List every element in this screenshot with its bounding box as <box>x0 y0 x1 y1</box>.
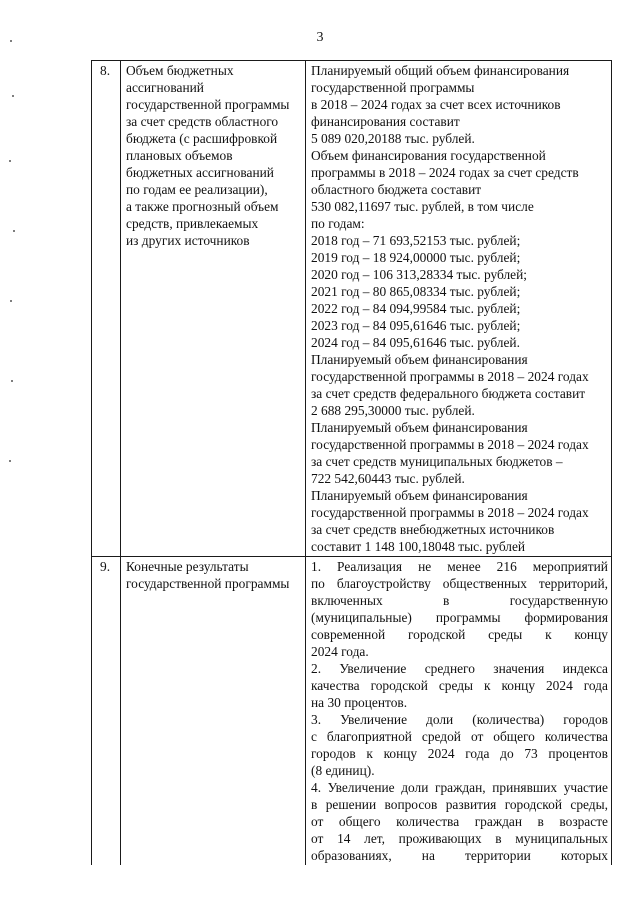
text-line: финансирования составит <box>311 114 460 129</box>
word: процентов <box>548 746 608 761</box>
scan-speck <box>11 380 13 382</box>
text-line: 2022 год – 84 094,99584 тыс. рублей; <box>311 301 521 316</box>
justified-line <box>311 609 608 626</box>
text-line: 5 089 020,20188 тыс. рублей. <box>311 131 475 146</box>
word: развития <box>445 797 497 812</box>
word: 3. <box>311 712 322 727</box>
scan-speck <box>12 95 14 97</box>
word: общего <box>493 729 535 744</box>
text-line: ассигнований <box>126 80 204 95</box>
word: доли <box>401 780 429 795</box>
text-line: за счет средств федерального бюджета составит <box>311 386 586 401</box>
text-line: плановых объемов <box>126 148 233 163</box>
text-line: 2024 год – 84 095,61646 тыс. рублей. <box>311 335 520 350</box>
word: городов <box>311 746 356 761</box>
scan-speck <box>13 230 15 232</box>
word: среднего <box>424 661 475 676</box>
word: принявших <box>492 780 558 795</box>
passport-table <box>91 60 612 865</box>
page-number: 3 <box>316 30 324 45</box>
justified-line <box>311 677 608 694</box>
table-row <box>92 61 612 557</box>
text-line: за счет средств муниципальных бюджетов – <box>311 454 563 469</box>
word: концу <box>574 627 608 642</box>
justified-line <box>311 592 608 609</box>
text-line: составит 1 148 100,18048 тыс. рублей <box>311 539 526 554</box>
word: граждан <box>474 814 522 829</box>
justified-line <box>311 626 608 643</box>
text-line: областного бюджета составит <box>311 182 482 197</box>
word: индекса <box>562 661 608 676</box>
justified-line <box>311 728 608 745</box>
text-line: на 30 процентов. <box>311 695 408 710</box>
word: образованиях, <box>311 848 392 863</box>
word: государственную <box>509 593 608 608</box>
word: 2024 <box>427 746 455 761</box>
word: которых <box>560 848 608 863</box>
text-line: государственной программы <box>126 97 290 112</box>
word: (муниципальные) <box>311 610 412 625</box>
justified-line <box>311 813 608 830</box>
row-title <box>121 557 306 866</box>
justified-line <box>311 711 608 728</box>
word: менее <box>447 559 481 574</box>
scan-speck <box>10 40 12 42</box>
word: формирования <box>524 610 608 625</box>
word: от <box>470 729 484 744</box>
text-line: 2023 год – 84 095,61646 тыс. рублей; <box>311 318 521 333</box>
justified-line <box>311 796 608 813</box>
word: Реализация <box>337 559 403 574</box>
word: (количества) <box>472 712 545 727</box>
word: современной <box>311 627 386 642</box>
word: благоустройству <box>336 576 431 591</box>
text-line: бюджета (с расшифровкой <box>126 131 278 146</box>
text-line: государственной программы в 2018 – 2024 годах <box>311 369 589 384</box>
word: концу <box>501 678 536 693</box>
word: средой <box>421 729 461 744</box>
text-line: по годам: <box>311 216 365 231</box>
text-line: (8 единиц). <box>311 763 375 778</box>
text-line: 2024 года. <box>311 644 369 659</box>
word: граждан, <box>434 780 486 795</box>
word: лет, <box>364 831 385 846</box>
word: в <box>311 797 318 812</box>
word: городов <box>563 712 608 727</box>
text-line: 2021 год – 80 865,08334 тыс. рублей; <box>311 284 521 299</box>
word: общественных <box>442 576 527 591</box>
word: решении <box>325 797 377 812</box>
word: городской <box>408 627 466 642</box>
word: городской <box>504 797 562 812</box>
scan-speck <box>9 160 11 162</box>
word: вопросов <box>384 797 438 812</box>
text-line: Планируемый объем финансирования <box>311 488 528 503</box>
text-line: средств, привлекаемых <box>126 216 259 231</box>
result-item <box>311 558 608 660</box>
result-item <box>311 660 608 711</box>
word: участие <box>563 780 608 795</box>
justified-line <box>311 779 608 796</box>
word: количества <box>396 814 460 829</box>
word: включенных <box>311 593 383 608</box>
word: в <box>537 814 544 829</box>
text-line: из других источников <box>126 233 250 248</box>
text-line: 2 688 295,30000 тыс. рублей. <box>311 403 475 418</box>
word: к <box>366 746 373 761</box>
word: доли <box>426 712 454 727</box>
text-line: государственной программы в 2018 – 2024 годах <box>311 505 589 520</box>
text-line: 2019 год – 18 924,00000 тыс. рублей; <box>311 250 521 265</box>
word: 2. <box>311 661 322 676</box>
text-line: 2020 год – 106 313,28334 тыс. рублей; <box>311 267 528 282</box>
word: Увеличение <box>327 780 395 795</box>
justified-line <box>311 660 608 677</box>
word: по <box>311 576 325 591</box>
text-line: по годам ее реализации), <box>126 182 268 197</box>
text-line: в 2018 – 2024 годах за счет всех источников <box>311 97 561 112</box>
word: возрасте <box>559 814 608 829</box>
word: года <box>465 746 490 761</box>
word: мероприятий <box>532 559 608 574</box>
word: 14 <box>337 831 351 846</box>
word: территории <box>465 848 531 863</box>
text-line: государственной программы в 2018 – 2024 годах <box>311 437 589 452</box>
word: 4. <box>311 780 322 795</box>
word: среды <box>438 678 474 693</box>
result-item <box>311 779 608 864</box>
text-line: Конечные результаты <box>126 559 249 574</box>
word: до <box>500 746 514 761</box>
word: программы <box>435 610 501 625</box>
text-line: государственной программы <box>311 80 475 95</box>
justified-line <box>311 830 608 847</box>
text-line: Объем бюджетных <box>126 63 234 78</box>
text-line: а также прогнозный объем <box>126 199 279 214</box>
text-line: Объем финансирования государственной <box>311 148 546 163</box>
word: к <box>545 627 552 642</box>
word: к <box>484 678 491 693</box>
word: не <box>418 559 432 574</box>
word: концу <box>383 746 418 761</box>
word: в <box>495 831 502 846</box>
word: среды <box>488 627 523 642</box>
word: благоприятной <box>326 729 412 744</box>
word: в <box>443 593 450 608</box>
table-row <box>92 557 612 866</box>
row-content <box>306 557 612 866</box>
word: значения <box>493 661 545 676</box>
row-title <box>121 61 306 557</box>
word: на <box>421 848 435 863</box>
text-line: Планируемый объем финансирования <box>311 420 528 435</box>
word: территорий, <box>538 576 608 591</box>
word: с <box>311 729 317 744</box>
word: количества <box>544 729 608 744</box>
text-line: государственной программы <box>126 576 290 591</box>
text-line: бюджетных ассигнований <box>126 165 274 180</box>
justified-line <box>311 847 608 864</box>
row-number: 8. <box>92 61 121 557</box>
word: 2024 <box>545 678 573 693</box>
word: 216 <box>496 559 517 574</box>
scan-speck <box>9 460 11 462</box>
justified-line <box>311 575 608 592</box>
word: общего <box>338 814 381 829</box>
row-content <box>306 61 612 557</box>
word: Увеличение <box>340 712 408 727</box>
word: 1. <box>311 559 322 574</box>
word: городской <box>370 678 428 693</box>
text-line: Планируемый объем финансирования <box>311 352 528 367</box>
word: года <box>583 678 608 693</box>
text-line: 2018 год – 71 693,52153 тыс. рублей; <box>311 233 521 248</box>
text-line: программы в 2018 – 2024 годах за счет средств <box>311 165 579 180</box>
text-line: 722 542,60443 тыс. рублей. <box>311 471 465 486</box>
word: от <box>311 831 324 846</box>
justified-line <box>311 745 608 762</box>
justified-line <box>311 558 608 575</box>
word: от <box>311 814 324 829</box>
text-line: Планируемый общий объем финансирования <box>311 63 570 78</box>
text-line: 530 082,11697 тыс. рублей, в том числе <box>311 199 534 214</box>
result-item <box>311 711 608 779</box>
word: 73 <box>524 746 538 761</box>
scan-speck <box>10 300 12 302</box>
text-line: за счет средств областного <box>126 114 279 129</box>
word: качества <box>311 678 360 693</box>
word: проживающих <box>398 831 482 846</box>
word: среды, <box>570 797 608 812</box>
word: муниципальных <box>515 831 608 846</box>
row-number: 9. <box>92 557 121 866</box>
word: Увеличение <box>339 661 407 676</box>
text-line: за счет средств внебюджетных источников <box>311 522 555 537</box>
